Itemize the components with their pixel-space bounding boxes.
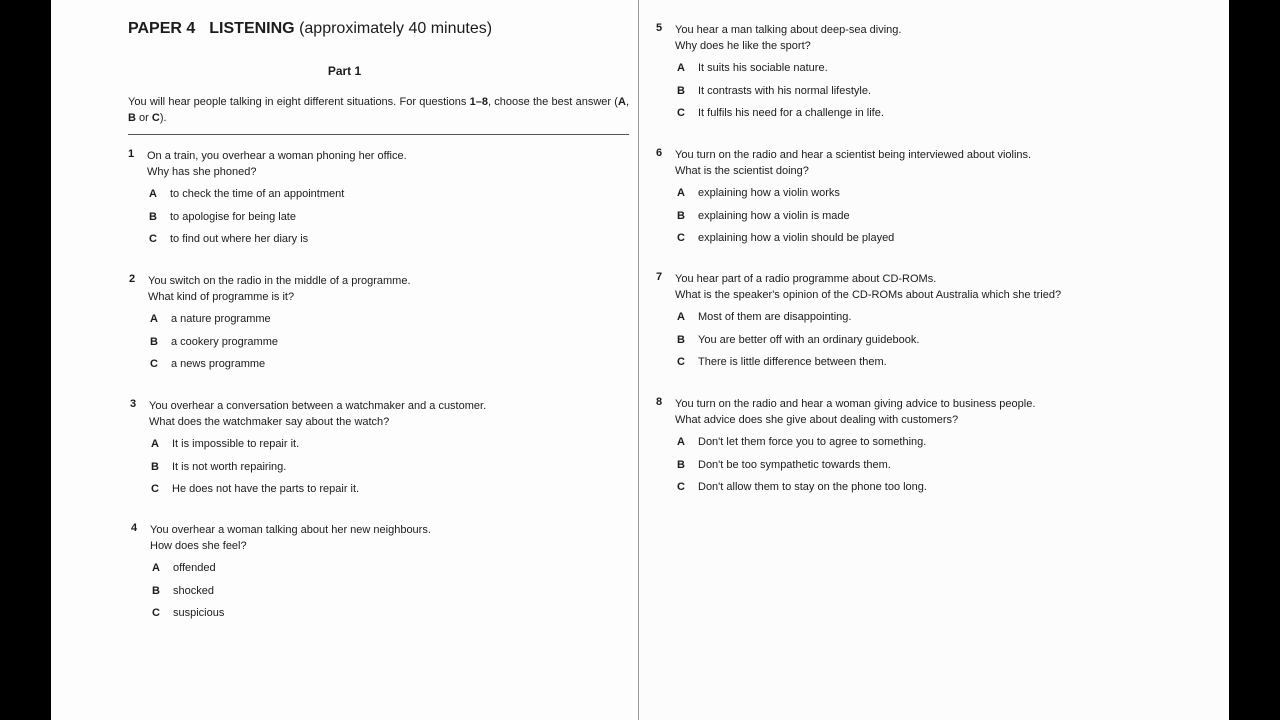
option-text: to find out where her diary is bbox=[170, 233, 309, 245]
question-text: What kind of programme is it? bbox=[148, 291, 295, 303]
question-text: Why has she phoned? bbox=[147, 166, 257, 178]
question-1 bbox=[128, 148, 598, 248]
option-text: It suits his sociable nature. bbox=[698, 62, 828, 74]
question-7 bbox=[656, 271, 1126, 371]
option-letter: C bbox=[677, 232, 685, 244]
option-letter: C bbox=[677, 356, 685, 368]
question-text: How does she feel? bbox=[150, 540, 247, 552]
option-letter: B bbox=[150, 336, 158, 348]
option-text: to check the time of an appointment bbox=[170, 188, 345, 200]
option-letter: B bbox=[149, 211, 157, 223]
question-stem bbox=[149, 398, 486, 430]
question-stem bbox=[675, 22, 901, 54]
option-text: Don't allow them to stay on the phone too long. bbox=[698, 481, 927, 493]
question-stem bbox=[150, 522, 431, 554]
question-stem bbox=[675, 396, 1035, 428]
option-letter: A bbox=[677, 62, 685, 74]
question-8 bbox=[656, 396, 1126, 496]
question-6 bbox=[656, 147, 1126, 247]
option-letter: C bbox=[677, 107, 685, 119]
question-number: 2 bbox=[129, 273, 136, 285]
option-text: a cookery programme bbox=[171, 336, 278, 348]
paper-section: LISTENING bbox=[209, 20, 295, 37]
option-text: explaining how a violin is made bbox=[698, 210, 850, 222]
option-text: Most of them are disappointing. bbox=[698, 311, 852, 323]
option-letter: B bbox=[151, 461, 159, 473]
question-text: What is the scientist doing? bbox=[675, 165, 809, 177]
option-text: shocked bbox=[173, 585, 214, 597]
option-letter: B bbox=[677, 334, 685, 346]
instructions: You will hear people talking in eight different situations. For questions 1–8, choose the best answer (A, B or C). bbox=[128, 96, 629, 124]
question-text: What does the watchmaker say about the watch? bbox=[149, 416, 390, 428]
question-context: You overhear a conversation between a watchmaker and a customer. bbox=[149, 400, 487, 412]
option-text: He does not have the parts to repair it. bbox=[172, 483, 360, 495]
option-text: to apologise for being late bbox=[170, 211, 296, 223]
question-number: 5 bbox=[656, 22, 663, 34]
question-stem bbox=[675, 147, 1031, 179]
question-context: You hear part of a radio programme about CD-ROMs. bbox=[675, 273, 937, 285]
question-context: You hear a man talking about deep-sea diving. bbox=[675, 24, 902, 36]
question-5 bbox=[656, 22, 1126, 122]
question-context: You turn on the radio and hear a scientist being interviewed about violins. bbox=[675, 149, 1032, 161]
option-letter: B bbox=[677, 210, 685, 222]
option-letter: A bbox=[152, 562, 160, 574]
question-text: What is the speaker's opinion of the CD-ROMs about Australia which she tried? bbox=[675, 289, 1062, 301]
option-text: There is little difference between them. bbox=[698, 356, 887, 368]
question-4 bbox=[131, 522, 601, 622]
question-number: 7 bbox=[656, 271, 663, 283]
option-text: You are better off with an ordinary guidebook. bbox=[698, 334, 920, 346]
question-number: 6 bbox=[656, 147, 663, 159]
question-2 bbox=[129, 273, 599, 373]
part-title: Part 1 bbox=[327, 64, 362, 78]
option-text: a nature programme bbox=[171, 313, 271, 325]
option-text: offended bbox=[173, 562, 216, 574]
option-letter: B bbox=[152, 585, 160, 597]
question-context: You turn on the radio and hear a woman giving advice to business people. bbox=[675, 398, 1036, 410]
question-context: You switch on the radio in the middle of a programme. bbox=[148, 275, 411, 287]
question-number: 8 bbox=[656, 396, 663, 408]
question-number: 3 bbox=[130, 398, 137, 410]
option-letter: A bbox=[677, 436, 685, 448]
option-letter: C bbox=[150, 358, 158, 370]
option-letter: A bbox=[151, 438, 159, 450]
question-number: 1 bbox=[128, 148, 135, 160]
option-text: explaining how a violin should be played bbox=[698, 232, 895, 244]
question-context: On a train, you overhear a woman phoning her office. bbox=[147, 150, 407, 162]
question-number: 4 bbox=[131, 522, 138, 534]
right-page bbox=[639, 0, 1229, 720]
option-letter: B bbox=[677, 459, 685, 471]
paper-duration: (approximately 40 minutes) bbox=[299, 20, 493, 37]
question-stem bbox=[675, 271, 1061, 303]
option-letter: B bbox=[677, 85, 685, 97]
question-text: What advice does she give about dealing with customers? bbox=[675, 414, 959, 426]
page-gutter bbox=[638, 0, 639, 720]
option-letter: A bbox=[150, 313, 158, 325]
option-text: It is impossible to repair it. bbox=[172, 438, 300, 450]
option-text: It is not worth repairing. bbox=[172, 461, 287, 473]
option-text: It fulfils his need for a challenge in life. bbox=[698, 107, 884, 119]
option-letter: C bbox=[152, 607, 160, 619]
paper-number: PAPER 4 bbox=[128, 20, 196, 37]
left-page bbox=[51, 0, 638, 720]
option-text: a news programme bbox=[171, 358, 266, 370]
option-letter: A bbox=[677, 187, 685, 199]
option-text: Don't let them force you to agree to something. bbox=[698, 436, 927, 448]
paper-heading bbox=[128, 20, 492, 38]
option-letter: C bbox=[149, 233, 157, 245]
option-text: It contrasts with his normal lifestyle. bbox=[698, 85, 872, 97]
option-letter: A bbox=[677, 311, 685, 323]
option-text: Don't be too sympathetic towards them. bbox=[698, 459, 891, 471]
question-stem bbox=[147, 148, 407, 180]
question-stem bbox=[148, 273, 411, 305]
option-text: explaining how a violin works bbox=[698, 187, 840, 199]
question-context: You overhear a woman talking about her new neighbours. bbox=[150, 524, 431, 536]
question-text: Why does he like the sport? bbox=[675, 40, 811, 52]
option-letter: A bbox=[149, 188, 157, 200]
option-letter: C bbox=[151, 483, 159, 495]
option-letter: C bbox=[677, 481, 685, 493]
option-text: suspicious bbox=[173, 607, 225, 619]
divider-rule bbox=[128, 134, 629, 135]
question-3 bbox=[130, 398, 600, 498]
